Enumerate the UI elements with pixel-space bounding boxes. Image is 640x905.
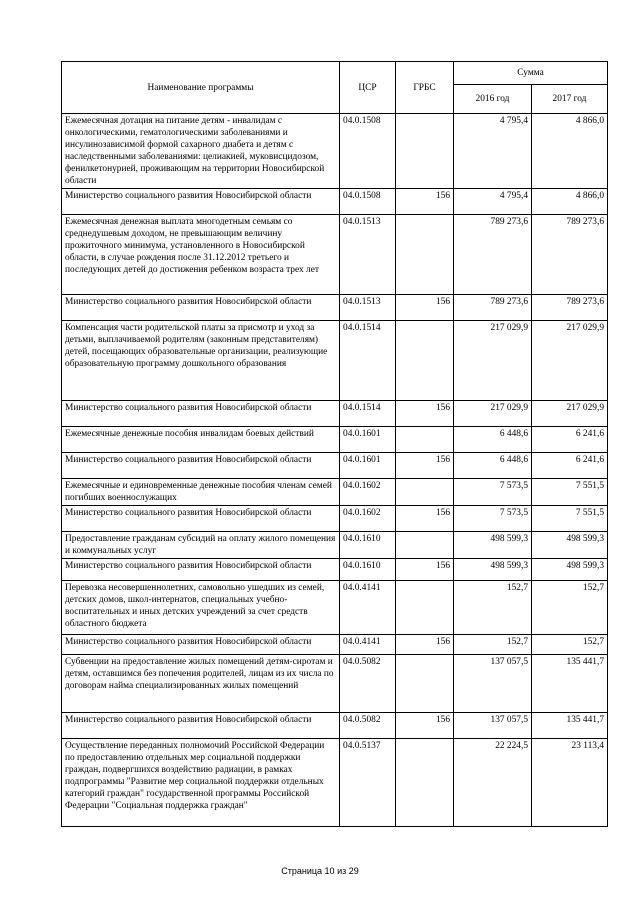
cell-sum-2017: 217 029,9 xyxy=(532,321,608,401)
cell-grbs xyxy=(396,215,454,295)
cell-sum-2016: 6 448,6 xyxy=(454,453,532,479)
cell-sum-2016: 789 273,6 xyxy=(454,215,532,295)
cell-csr: 04.0.1514 xyxy=(340,321,396,401)
table-row xyxy=(62,453,608,479)
table-row xyxy=(62,401,608,427)
cell-sum-2017: 498 599,3 xyxy=(532,559,608,581)
cell-sum-2017: 23 113,4 xyxy=(532,739,608,827)
cell-sum-2017: 6 241,6 xyxy=(532,453,608,479)
cell-grbs xyxy=(396,321,454,401)
cell-csr: 04.0.1508 xyxy=(340,189,396,215)
cell-program-name: Перевозка несовершеннолетних, самовольно ушедших из семей, детских домов, школ-интернатов, специальных учебно-воспитательных и иных детских учреждений за счет средств областного бюджета xyxy=(62,581,340,635)
cell-program-name: Осуществление переданных полномочий Российской Федерации по предоставлению отдельных мер социальной поддержки граждан, подвергшихся воздействию радиации, в рамках подпрограммы "Развитие мер социальной поддержки отдельных категорий граждан" государственной программы Российской Федерации "Социальная поддержка граждан" xyxy=(62,739,340,827)
cell-sum-2016: 789 273,6 xyxy=(454,295,532,321)
table-row xyxy=(62,635,608,655)
cell-sum-2017: 152,7 xyxy=(532,581,608,635)
table-row xyxy=(62,655,608,713)
table-row xyxy=(62,215,608,295)
cell-grbs xyxy=(396,114,454,189)
table-row xyxy=(62,559,608,581)
cell-sum-2017: 135 441,7 xyxy=(532,713,608,739)
table-row xyxy=(62,427,608,453)
cell-sum-2016: 217 029,9 xyxy=(454,401,532,427)
cell-program-name: Министерство социального развития Новосибирской области xyxy=(62,559,340,581)
cell-sum-2017: 498 599,3 xyxy=(532,532,608,559)
cell-csr: 04.0.1601 xyxy=(340,453,396,479)
cell-sum-2016: 152,7 xyxy=(454,581,532,635)
cell-sum-2016: 7 573,5 xyxy=(454,506,532,532)
cell-program-name: Министерство социального развития Новосибирской области xyxy=(62,635,340,655)
header-csr: ЦСР xyxy=(340,62,396,114)
cell-sum-2016: 152,7 xyxy=(454,635,532,655)
cell-sum-2017: 7 551,5 xyxy=(532,479,608,506)
cell-grbs xyxy=(396,655,454,713)
table-row xyxy=(62,739,608,827)
table-body xyxy=(62,114,608,827)
cell-sum-2016: 498 599,3 xyxy=(454,532,532,559)
cell-program-name: Министерство социального развития Новосибирской области xyxy=(62,453,340,479)
cell-grbs xyxy=(396,479,454,506)
budget-table-container xyxy=(61,61,607,827)
cell-sum-2016: 217 029,9 xyxy=(454,321,532,401)
cell-grbs: 156 xyxy=(396,713,454,739)
cell-program-name: Министерство социального развития Новосибирской области xyxy=(62,506,340,532)
header-row-top xyxy=(62,62,608,85)
cell-sum-2016: 137 057,5 xyxy=(454,713,532,739)
cell-sum-2017: 152,7 xyxy=(532,635,608,655)
cell-sum-2016: 4 795,4 xyxy=(454,114,532,189)
table-row xyxy=(62,581,608,635)
cell-sum-2016: 4 795,4 xyxy=(454,189,532,215)
cell-sum-2017: 4 866,0 xyxy=(532,189,608,215)
cell-csr: 04.0.1601 xyxy=(340,427,396,453)
cell-grbs xyxy=(396,427,454,453)
cell-csr: 04.0.1513 xyxy=(340,215,396,295)
cell-grbs xyxy=(396,739,454,827)
cell-csr: 04.0.1513 xyxy=(340,295,396,321)
table-row xyxy=(62,479,608,506)
cell-grbs: 156 xyxy=(396,453,454,479)
cell-sum-2017: 789 273,6 xyxy=(532,215,608,295)
cell-sum-2017: 7 551,5 xyxy=(532,506,608,532)
header-sum: Сумма xyxy=(454,62,608,85)
cell-sum-2016: 22 224,5 xyxy=(454,739,532,827)
cell-csr: 04.0.4141 xyxy=(340,635,396,655)
cell-sum-2017: 217 029,9 xyxy=(532,401,608,427)
cell-csr: 04.0.4141 xyxy=(340,581,396,635)
cell-csr: 04.0.1610 xyxy=(340,532,396,559)
cell-program-name: Министерство социального развития Новосибирской области xyxy=(62,713,340,739)
budget-table xyxy=(61,61,608,827)
header-grbs: ГРБС xyxy=(396,62,454,114)
cell-program-name: Министерство социального развития Новосибирской области xyxy=(62,401,340,427)
cell-csr: 04.0.1602 xyxy=(340,479,396,506)
table-row xyxy=(62,532,608,559)
cell-sum-2016: 7 573,5 xyxy=(454,479,532,506)
cell-sum-2017: 135 441,7 xyxy=(532,655,608,713)
cell-grbs xyxy=(396,532,454,559)
cell-sum-2016: 6 448,6 xyxy=(454,427,532,453)
header-program-name: Наименование программы xyxy=(62,62,340,114)
table-row xyxy=(62,114,608,189)
table-row xyxy=(62,295,608,321)
header-year-2017: 2017 год xyxy=(532,85,608,114)
cell-program-name: Министерство социального развития Новосибирской области xyxy=(62,295,340,321)
cell-grbs: 156 xyxy=(396,635,454,655)
cell-program-name: Ежемесячные денежные пособия инвалидам боевых действий xyxy=(62,427,340,453)
header-year-2016: 2016 год xyxy=(454,85,532,114)
table-row xyxy=(62,189,608,215)
cell-sum-2016: 498 599,3 xyxy=(454,559,532,581)
cell-grbs: 156 xyxy=(396,189,454,215)
table-row xyxy=(62,506,608,532)
cell-program-name: Предоставление гражданам субсидий на оплату жилого помещения и коммунальных услуг xyxy=(62,532,340,559)
cell-program-name: Ежемесячные и единовременные денежные пособия членам семей погибших военнослужащих xyxy=(62,479,340,506)
cell-program-name: Министерство социального развития Новосибирской области xyxy=(62,189,340,215)
cell-grbs xyxy=(396,581,454,635)
cell-csr: 04.0.5082 xyxy=(340,713,396,739)
cell-grbs: 156 xyxy=(396,401,454,427)
cell-program-name: Компенсация части родительской платы за присмотр и уход за детьми, выплачиваемой родителям (законным представителям) детей, посещающих образовательные организации, реализующие образовательную программу дошкольного образования xyxy=(62,321,340,401)
cell-csr: 04.0.1508 xyxy=(340,114,396,189)
cell-sum-2017: 4 866,0 xyxy=(532,114,608,189)
cell-program-name: Ежемесячная денежная выплата многодетным семьям со среднедушевым доходом, не превышающим величину прожиточного минимума, установленного в Новосибирской области, в случае рождения после 31.12.2012 третьего и последующих детей до достижения ребенком возраста трех лет xyxy=(62,215,340,295)
cell-grbs: 156 xyxy=(396,506,454,532)
cell-grbs: 156 xyxy=(396,559,454,581)
table-row xyxy=(62,713,608,739)
cell-csr: 04.0.5082 xyxy=(340,655,396,713)
cell-program-name: Субвенции на предоставление жилых помещений детям-сиротам и детям, оставшимся без попечения родителей, лицам из их числа по договорам найма специализированных жилых помещений xyxy=(62,655,340,713)
table-row xyxy=(62,321,608,401)
cell-sum-2017: 6 241,6 xyxy=(532,427,608,453)
page-footer: Страница 10 из 29 xyxy=(281,866,359,876)
cell-program-name: Ежемесячная дотация на питание детям - инвалидам с онкологическими, гематологическими заболеваниями и инсулинозависимой формой сахарного диабета и детям с наследственными заболеваниями: целиакией, муковисцидозом, фенилкетонурией, проживающим на территории Новосибирской области xyxy=(62,114,340,189)
cell-csr: 04.0.1602 xyxy=(340,506,396,532)
cell-csr: 04.0.1610 xyxy=(340,559,396,581)
cell-sum-2017: 789 273,6 xyxy=(532,295,608,321)
cell-csr: 04.0.1514 xyxy=(340,401,396,427)
cell-grbs: 156 xyxy=(396,295,454,321)
cell-csr: 04.0.5137 xyxy=(340,739,396,827)
cell-sum-2016: 137 057,5 xyxy=(454,655,532,713)
